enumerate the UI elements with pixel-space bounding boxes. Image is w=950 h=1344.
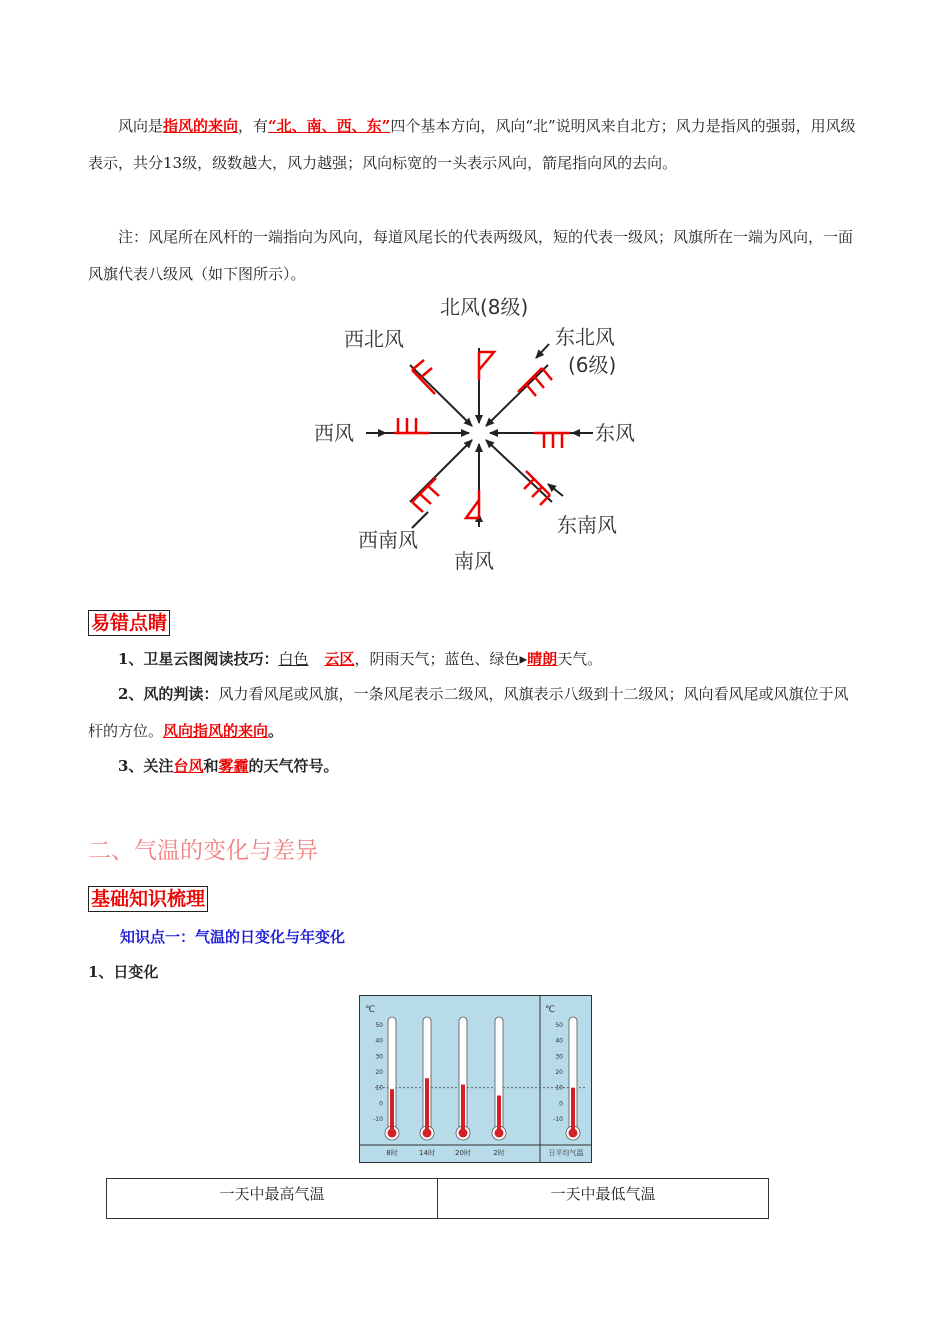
paragraph-note: 注：风尾所在风杆的一端指向为风向，每道风尾长的代表两级风，短的代表一级风；风旗所在一端为风向，一面风旗代表八级风（如下图所示）。 xyxy=(88,228,854,283)
arrow-northwest xyxy=(410,365,472,426)
tick-label: 10 xyxy=(375,1084,383,1092)
temperature-table xyxy=(106,1178,769,1219)
west-wind-barb xyxy=(394,418,430,433)
tick-label: 0 xyxy=(559,1100,563,1108)
thermometer-0-bulb xyxy=(388,1129,397,1138)
table-cell-min: 一天中最低气温 xyxy=(438,1179,769,1219)
northeast-wind-barb xyxy=(518,368,552,396)
label-northwest: 西北风 xyxy=(344,327,404,351)
subheading-daily-change: 1、日变化 xyxy=(88,963,159,981)
tick-label: -10 xyxy=(553,1116,563,1123)
label-west: 西风 xyxy=(314,421,354,445)
tick-label: 30 xyxy=(555,1053,563,1061)
tick-label: 20 xyxy=(555,1069,563,1076)
label-northeast-level: (6级) xyxy=(568,353,617,377)
thermometer-average-mercury xyxy=(571,1088,575,1133)
heading-basics: 基础知识梳理 xyxy=(88,886,208,912)
tick-label: 0 xyxy=(379,1100,383,1108)
label-east: 东风 xyxy=(595,421,635,445)
time-label: 14时 xyxy=(419,1149,435,1157)
tick-label: 30 xyxy=(375,1053,383,1061)
tip-satellite: 1、卫星云图阅读技巧：白色 云区，阴雨天气；蓝色、绿色▶晴朗天气。 xyxy=(118,650,603,668)
thermometer-2-mercury xyxy=(461,1085,465,1133)
time-label: 8时 xyxy=(386,1149,398,1157)
label-south: 南风 xyxy=(454,549,494,573)
thermometer-1-mercury xyxy=(425,1078,429,1133)
thermometer-chart xyxy=(359,995,592,1163)
arrow-icon: ▶ xyxy=(519,654,528,666)
table-cell-max: 一天中最高气温 xyxy=(107,1179,438,1219)
east-wind-barb xyxy=(534,433,570,448)
highlight-four-directions: “北、南、西、东” xyxy=(268,117,391,135)
tick-label: 40 xyxy=(375,1037,383,1045)
label-southwest: 西南风 xyxy=(358,528,418,552)
unit-label-left: ℃ xyxy=(365,1005,376,1015)
tip-wind-reading: 2、风的判读：风力看风尾或风旗，一条风尾表示二级风，风旗表示八级到十二级风；风向看风尾或风旗位于风杆的方位。风向指风的来向。 xyxy=(88,685,849,740)
knowledge-point-title: 知识点一：气温的日变化与年变化 xyxy=(120,928,346,946)
average-label: 日平均气温 xyxy=(548,1149,584,1157)
time-label: 20时 xyxy=(455,1149,471,1157)
tick-label: 50 xyxy=(555,1022,563,1029)
thermometer-3-bulb xyxy=(495,1129,504,1138)
thermometer-average-bulb xyxy=(569,1129,578,1138)
thermometer-1-bulb xyxy=(423,1129,432,1138)
arrow-northeast xyxy=(486,365,548,426)
tip-weather-symbols: 3、关注台风和雾霾的天气符号。 xyxy=(118,757,339,775)
tick-label: 20 xyxy=(375,1069,383,1076)
label-southeast: 东南风 xyxy=(557,513,617,537)
tick-label: 50 xyxy=(375,1022,383,1029)
tick-label: -10 xyxy=(373,1116,383,1123)
label-northeast: 东北风 xyxy=(555,325,615,349)
wind-direction-diagram xyxy=(290,290,660,590)
section-title: 二、气温的变化与差异 xyxy=(88,838,318,864)
arrow-southwest xyxy=(410,440,472,502)
thermometer-3-mercury xyxy=(497,1096,501,1134)
label-north: 北风(8级) xyxy=(440,295,529,319)
arrow-southeast xyxy=(486,440,552,502)
unit-label-right: ℃ xyxy=(545,1005,556,1015)
heading-error-points: 易错点睛 xyxy=(88,610,170,636)
paragraph-wind-direction: 风向是指风的来向，有“北、南、西、东”四个基本方向，风向“北”说明风来自北方；风力是指风的强弱，用风级表示，共分13级，级数越大，风力越强；风向标宽的一头表示风向，箭尾指向风的去向。 xyxy=(88,117,856,172)
south-wind-flag xyxy=(466,490,479,518)
north-wind-flag xyxy=(479,352,494,380)
thermometer-2-bulb xyxy=(459,1129,468,1138)
highlight-wind-from: 指风的来向 xyxy=(163,117,239,135)
thermometer-0-mercury xyxy=(390,1089,394,1133)
tick-label: 40 xyxy=(555,1037,563,1045)
tick-label: 10 xyxy=(555,1084,563,1092)
time-label: 2时 xyxy=(493,1149,505,1157)
